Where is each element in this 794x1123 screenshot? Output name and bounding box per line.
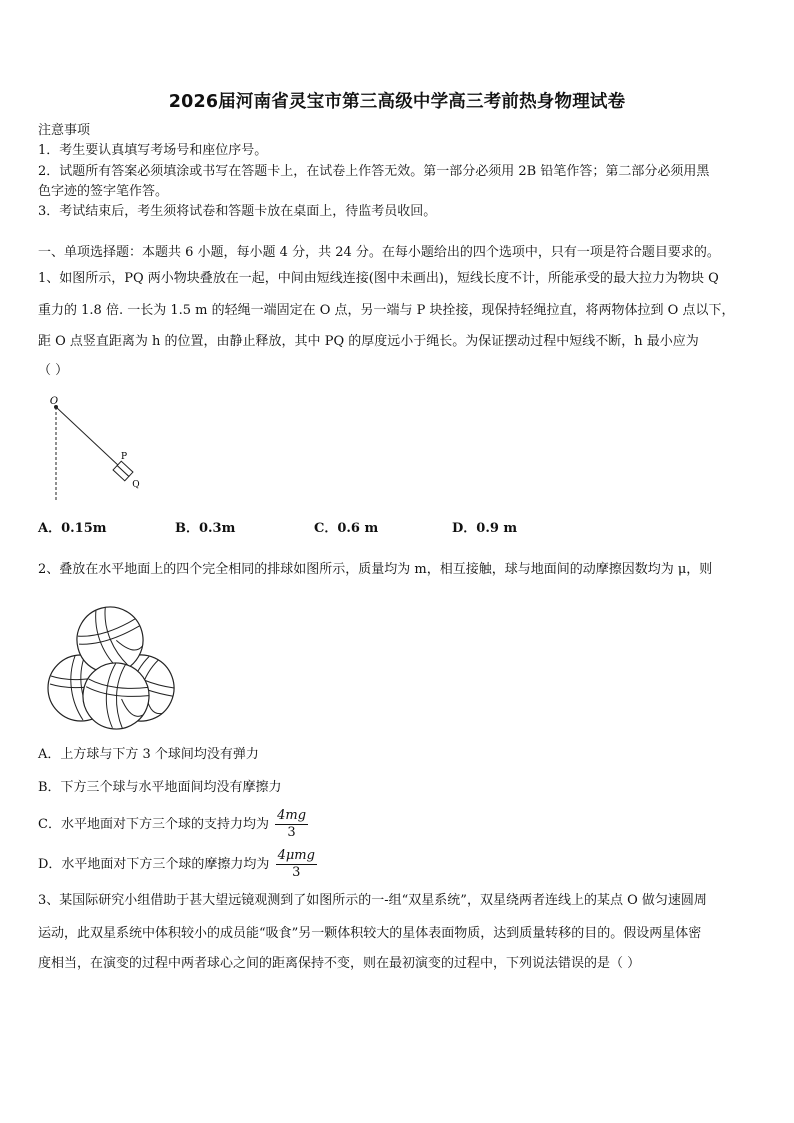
q1-option-d[interactable]: D．0.9 m (452, 521, 518, 536)
q3-line-1: 3、某国际研究小组借助于甚大望远镜观测到了如图所示的一-组“双星系统”，双星绕两者连线上的某点 O 做匀速圆周 (38, 893, 707, 908)
q1-pendulum-figure (40, 395, 160, 505)
q2-option-c-text: C．水平地面对下方三个球的支持力均为 (38, 817, 269, 832)
rope-line (56, 407, 120, 467)
fraction-numerator: 4mg (277, 808, 307, 823)
label-o: O (49, 396, 59, 407)
notice-item-3: 3．考试结束后，考生须将试卷和答题卡放在桌面上，待监考员收回。 (38, 204, 437, 219)
q2-option-c-fraction (275, 808, 308, 841)
q1-option-b[interactable]: B．0.3m (175, 521, 236, 536)
q2-option-a[interactable]: A．上方球与下方 3 个球间均没有弹力 (38, 747, 259, 762)
q1-option-a[interactable]: A．0.15m (38, 521, 107, 536)
section-1-heading: 一、单项选择题：本题共 6 小题，每小题 4 分，共 24 分。在每小题给出的四个选项中，只有一项是符合题目要求的。 (38, 245, 720, 260)
label-q: Q (132, 480, 140, 490)
fraction-denominator: 3 (287, 825, 296, 840)
page-title: 2026届河南省灵宝市第三高级中学高三考前热身物理试卷 (168, 92, 626, 112)
q1-line-4: （ ） (38, 363, 69, 378)
q3-line-3: 度相当，在演变的过程中两者球心之间的距离保持不变，则在最初演变的过程中，下列说法错误的是（ ） (38, 956, 641, 971)
notice-heading: 注意事项 (38, 123, 91, 138)
q2-option-d[interactable] (38, 848, 317, 881)
notice-item-2-cont: 色字迹的签字笔作答。 (38, 184, 169, 199)
label-p: P (120, 452, 128, 462)
block-pq (113, 461, 133, 481)
q2-volleyballs-figure (44, 600, 178, 730)
q2-option-b[interactable]: B．下方三个球与水平地面间均没有摩擦力 (38, 780, 282, 795)
q1-line-2: 重力的 1.8 倍. 一长为 1.5 m 的轻绳一端固定在 O 点，另一端与 P 块拴接，现保持轻绳拉直，将两物体拉到 O 点以下， (38, 303, 735, 318)
notice-item-1: 1．考生要认真填写考场号和座位序号。 (38, 143, 268, 158)
q1-line-1: 1、如图所示，PQ 两小物块叠放在一起，中间由短线连接(图中未画出)，短线长度不计，所能承受的最大拉力为物块 Q (38, 271, 719, 286)
q2-option-d-text: D．水平地面对下方三个球的摩擦力均为 (38, 857, 270, 872)
fraction-numerator: 4μmg (277, 848, 315, 863)
q1-option-c[interactable]: C．0.6 m (314, 521, 379, 536)
q1-line-3: 距 O 点竖直距离为 h 的位置，由静止释放，其中 PQ 的厚度远小于绳长。为保证摆动过程中短线不断，h 最小应为 (38, 334, 699, 349)
q2-line-1: 2、叠放在水平地面上的四个完全相同的排球如图所示，质量均为 m，相互接触，球与地面间的动摩擦因数均为 μ，则 (38, 562, 713, 577)
fraction-denominator: 3 (292, 865, 301, 880)
q2-option-c[interactable] (38, 808, 308, 841)
notice-item-2: 2．试题所有答案必须填涂或书写在答题卡上，在试卷上作答无效。第一部分必须用 2B 铅笔作答；第二部分必须用黑 (38, 164, 710, 179)
q2-option-d-fraction (276, 848, 317, 881)
q3-line-2: 运动，此双星系统中体积较小的成员能“吸食”另一颗体积较大的星体表面物质，达到质量转移的目的。假设两星体密 (38, 926, 702, 941)
